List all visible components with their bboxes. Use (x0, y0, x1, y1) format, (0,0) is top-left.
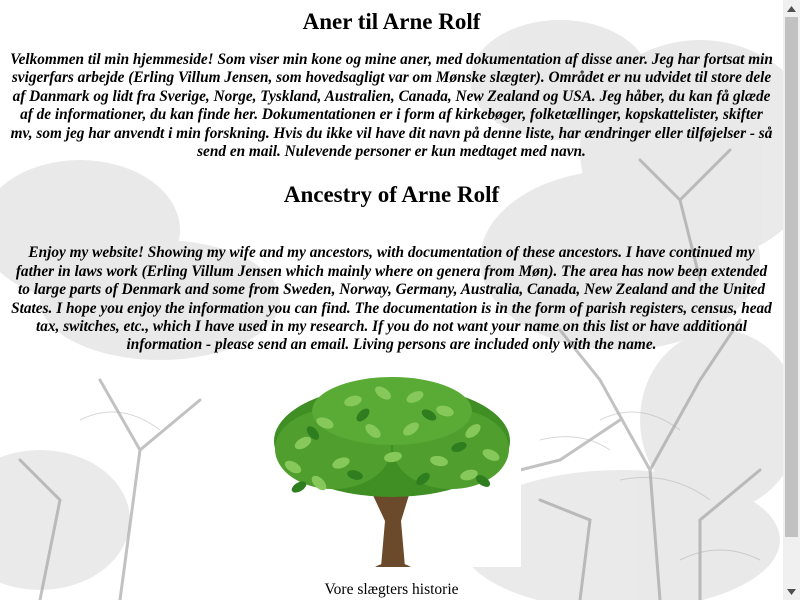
intro-paragraph-danish: Velkommen til min hjemmeside! Som viser min kone og mine aner, med dokumentation af disse aner. Jeg har fortsat min svigerfars arbejde (Erling Villum Jensen, som hovedsagligt var om Mønske slægter). Området er nu udvidet til store dele af Danmark og lidt fra Sverige, Norge, Tyskland, Australien, Canada, New Zealand og USA. Jeg håber, du kan få glæde af de informationer, du kan finde her. Dokumentationen er i form af kirkebøger, folketællinger, kopskattelister, skifter mv, som jeg har anvendt i min forskning. Hvis du ikke vil have dit navn på denne liste, har ændringer eller tilføjelser - så send en mail. Nulevende personer er kun medtaget med navn. (10, 51, 773, 161)
scroll-up-arrow-icon (787, 6, 796, 12)
vertical-scrollbar[interactable] (783, 0, 800, 600)
scroll-up-button[interactable] (783, 0, 800, 17)
tree-image (263, 371, 521, 567)
intro-paragraph-english: Enjoy my website! Showing my wife and my ancestors, with documentation of these ancestors. I have continued my father in laws work (Erling Villum Jensen which mainly where on genera from Møn). The area has now been extended to large parts of Denmark and some from Sweden, Norway, Germany, Australia, Canada, New Zealand and the United States. I hope you enjoy the information you can find. The documentation is in the form of parish registers, census, head tax, switches, etc., which I have used in my research. If you do not want your name on this list or have additional information - please send an email. Living persons are included only with the name. (11, 244, 772, 354)
scrollbar-thumb[interactable] (785, 17, 798, 537)
scroll-down-arrow-icon (787, 589, 796, 595)
scroll-down-button[interactable] (783, 583, 800, 600)
page-title-danish: Aner til Arne Rolf (302, 9, 481, 34)
tree-illustration-icon (263, 371, 521, 567)
page-title-english: Ancestry of Arne Rolf (283, 182, 500, 208)
tree-caption: Vore slægters historie (324, 580, 459, 598)
